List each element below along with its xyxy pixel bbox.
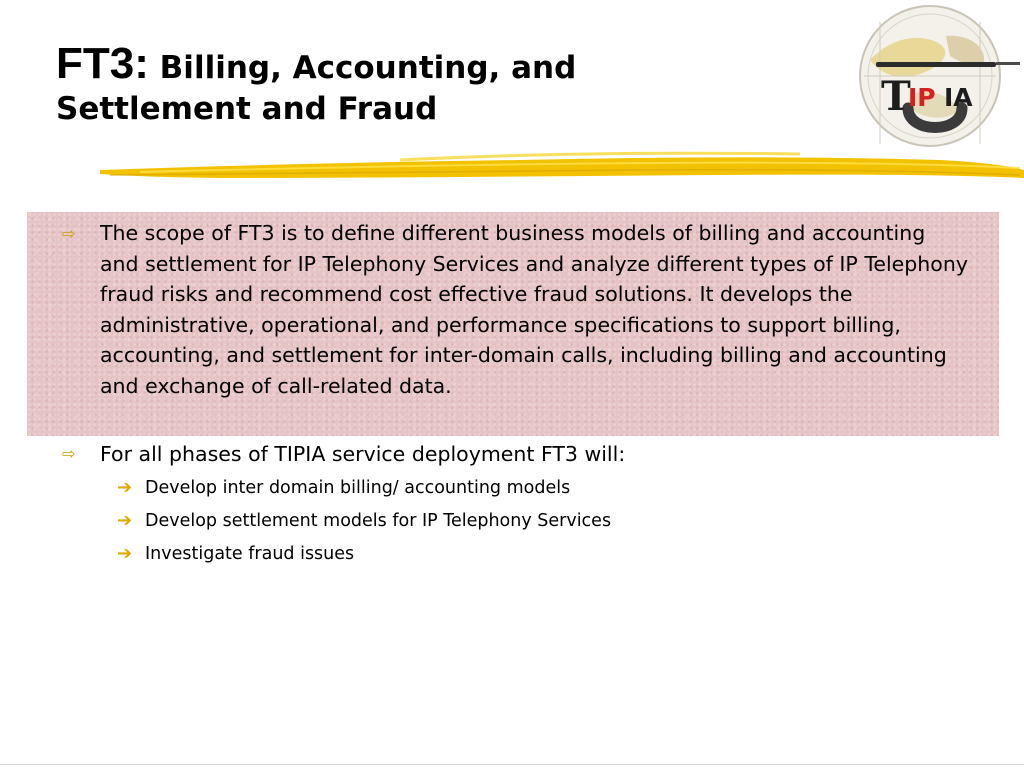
sub-item-fraud-issues: Investigate fraud issues xyxy=(145,544,355,564)
tipia-logo xyxy=(850,4,1024,152)
yellow-brush-stroke xyxy=(100,148,1024,188)
bullet-scope-text: The scope of FT3 is to define different business models of billing and accounting and settlement for IP Telephony Services and analyze different types of IP Telephony fraud risks and recommend cost effective fraud solutions. It develops the administrative, operational, and performance specifications to support billing, accounting, and settlement for inter-domain calls, including billing and accounting and exchange of call-related data. xyxy=(100,221,968,398)
title-line-2: Settlement and Fraud xyxy=(56,91,438,127)
slide-title xyxy=(56,39,796,127)
hollow-arrow-icon: ⇨ xyxy=(62,224,76,243)
logo-letters-ia: IA xyxy=(944,83,973,112)
title-line-1: Billing, Accounting, and xyxy=(148,50,577,86)
logo-letter-t: T xyxy=(881,73,911,120)
hollow-arrow-icon: ⇨ xyxy=(62,444,76,463)
right-arrow-icon: ➔ xyxy=(117,510,133,531)
title-prefix: FT3: xyxy=(56,39,149,88)
logo-letters-ip: IP xyxy=(908,83,936,112)
right-arrow-icon: ➔ xyxy=(117,477,133,498)
sub-item-billing-models: Develop inter domain billing/ accounting models xyxy=(145,478,571,498)
right-arrow-icon: ➔ xyxy=(117,543,133,564)
sub-item-settlement-models: Develop settlement models for IP Telephony Services xyxy=(145,511,612,531)
bullet-phases-text: For all phases of TIPIA service deployment FT3 will: xyxy=(100,442,626,466)
bottom-divider xyxy=(0,764,1024,765)
